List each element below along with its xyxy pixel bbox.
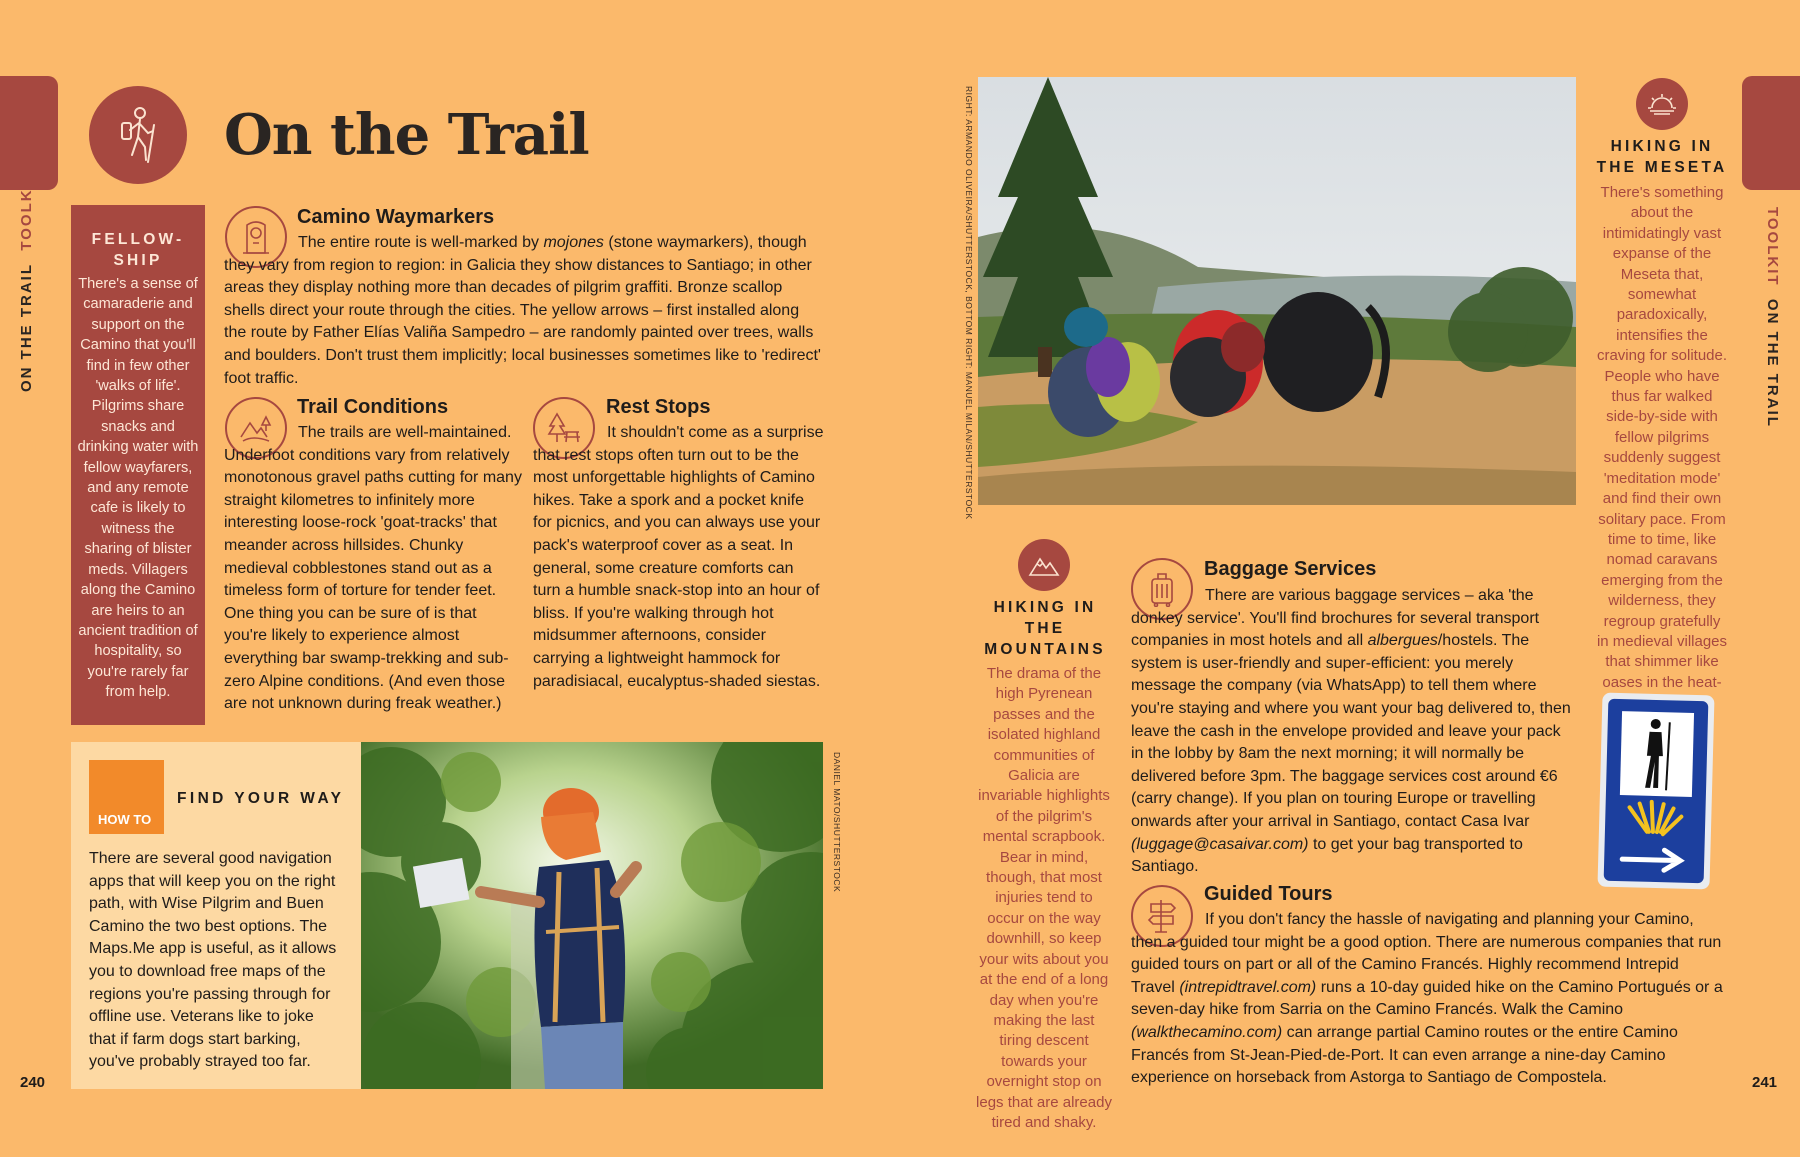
trail-conditions-text: The trails are well-maintained. Underfoot conditions vary from relatively monotonous gravel paths cutting for many straight kilometres to infinitely more interesting loose-rock 'goat-tracks' that meander across hillsides. Chunky medieval cobblestones stand out as a timeless form of torture for tender feet. One thing you can be sure of is that you're likely to experience almost everything bar swamp-trekking and sub-zero Alpine conditions. (And even those are not unknown during freak weather.) bbox=[224, 424, 522, 713]
mountains-heading: HIKING IN THE MOUNTAINS bbox=[984, 599, 1106, 658]
mountain-icon bbox=[1018, 539, 1070, 591]
howto-badge-label: HOW TO bbox=[98, 812, 152, 827]
page-number-right: 241 bbox=[1752, 1074, 1778, 1091]
left-tab-label: ON THE TRAIL TOOLKIT bbox=[18, 171, 35, 392]
baggage-heading: Baggage Services bbox=[1204, 558, 1377, 580]
indent bbox=[224, 436, 298, 437]
mountains-text: The drama of the high Pyrenean passes and the isolated highland communities of Galicia are invariable highlights of the pilgrim's mental scrapbook. Bear in mind, though, that most injuries tend to occur on the way downhill, so keep your wits about you at the end of a long day when you're making the last tiring descent towards your overnight stop on legs that are already tired and shaky. bbox=[976, 665, 1112, 1131]
howto-heading: FIND YOUR WAY bbox=[177, 790, 345, 807]
hiker-photo-credit: DANIEL MATO/SHUTTERSTOCK bbox=[832, 752, 842, 893]
rest-stops-heading: Rest Stops bbox=[606, 396, 711, 418]
tours-text: If you don't fancy the hassle of navigating and planning your Camino, then a guided tour might be a good option. There are numerous companies that run guided tours on part or all of the Camino Francés. Highly recommend Intrepid Travel (intrepidtravel.com) runs a 10-day guided hike on the Camino Portugués or a seven-day hike from Sarria on the Camino Francés. Walk the Camino (walkthecamino.com) can arrange partial Camino routes or the entire Camino Francés from St-Jean-Pied-de-Port. It can even arrange a nine-day Camino experience on horseback from Astorga to Santiago de Compostela. bbox=[1131, 911, 1723, 1087]
meseta-heading: HIKING IN THE MESETA bbox=[1596, 138, 1728, 176]
indent bbox=[533, 436, 607, 437]
waymarkers-text: The entire route is well-marked by mojones (stone waymarkers), though they vary from region to region: in Galicia they show distances to Santiago; in other areas they display nothing more than decades of pilgrim graffiti. Bronze scallop shells direct your route through the cities. The yellow arrows – first installed along the route by Father Elías Valiña Sampedro – are randomly painted over trees, walls and boulders. Don't trust them implicitly; local businesses sometimes like to 'redirect' foot traffic. bbox=[224, 234, 821, 387]
backpacks-photo bbox=[978, 77, 1576, 505]
indent bbox=[224, 246, 298, 247]
camino-sign-photo bbox=[1595, 691, 1716, 892]
waymarkers-heading: Camino Waymarkers bbox=[297, 206, 495, 228]
howto-badge bbox=[89, 760, 164, 834]
hiker-icon bbox=[89, 86, 187, 184]
sun-horizon-icon bbox=[1636, 78, 1688, 130]
indent bbox=[1131, 599, 1205, 600]
right-photo-credit: RIGHT: ARMANDO OLIVEIRA/SHUTTERSTOCK, BOTTOM RIGHT: MANUEL MILAN/SHUTTERSTOCK bbox=[964, 86, 974, 520]
indent bbox=[1131, 923, 1205, 924]
trail-conditions-heading: Trail Conditions bbox=[297, 396, 449, 418]
meseta-text: There's something about the intimidatingly vast expanse of the Meseta that, somewhat paradoxically, intensifies the craving for solitude. People who have thus far walked side-by-side with fellow pilgrims suddenly suggest 'meditation mode' and find their own solitary pace. From time to time, like nomad caravans emerging from the wilderness, they regroup gratefully in medieval villages that shimmer like oases in the heat- bbox=[1596, 184, 1728, 691]
hiker-photo bbox=[361, 742, 823, 1089]
right-tab-label: TOOLKIT ON THE TRAIL bbox=[1764, 207, 1781, 428]
right-tab bbox=[1742, 76, 1800, 190]
page-number-left: 240 bbox=[20, 1074, 46, 1091]
page-title: On the Trail bbox=[224, 102, 589, 168]
rest-stops-text: It shouldn't come as a surprise that rest stops often turn out to be the most unforgettable highlights of Camino hikes. Take a spork and a pocket knife for picnics, and you can always use your pack's waterproof cover as a seat. In general, some creature comforts can turn a humble snack-stop into an hour of bliss. If you're walking through hot midsummer afternoons, consider carrying a lightweight hammock for paradisiacal, eucalyptus-shaded siestas. bbox=[533, 424, 824, 690]
tours-heading: Guided Tours bbox=[1204, 883, 1333, 905]
howto-text: There are several good navigation apps that will keep you on the right path, with Wise Pilgrim and Buen Camino the two best options. The Maps.Me app is useful, as it allows you to download free maps of the regions you're passing through for offline use. Veterans like to joke that if farm dogs start barking, you've probably strayed too far. bbox=[89, 850, 337, 1071]
fellowship-heading: FELLOW-SHIP bbox=[91, 231, 185, 269]
baggage-text: There are various baggage services – aka 'the donkey service'. You'll find brochures for several transport companies in most hotels and all albergues/hostels. The system is user-friendly and super-efficient: you merely message the company (via WhatsApp) to tell them where you're staying and where you want your bag delivered to, then leave the cash in the envelope provided and leave your pack in the lobby by 8am the next morning; it will normally be delivered before 3pm. The baggage services cost around €6 (carry change). If you plan on touring Europe or travelling onwards after your arrival in Santiago, contact Casa Ivar (luggage@casaivar.com) to get your bag transported to Santiago. bbox=[1131, 587, 1571, 876]
fellowship-text: There's a sense of camaraderie and support on the Camino that you'll find in few other 'walks of life'. Pilgrims share snacks and drinking water with fellow wayfarers, and any remote cafe is likely to witness the sharing of blister meds. Villagers along the Camino are heirs to an ancient tradition of hospitality, so you're rarely far from help. bbox=[77, 276, 199, 701]
